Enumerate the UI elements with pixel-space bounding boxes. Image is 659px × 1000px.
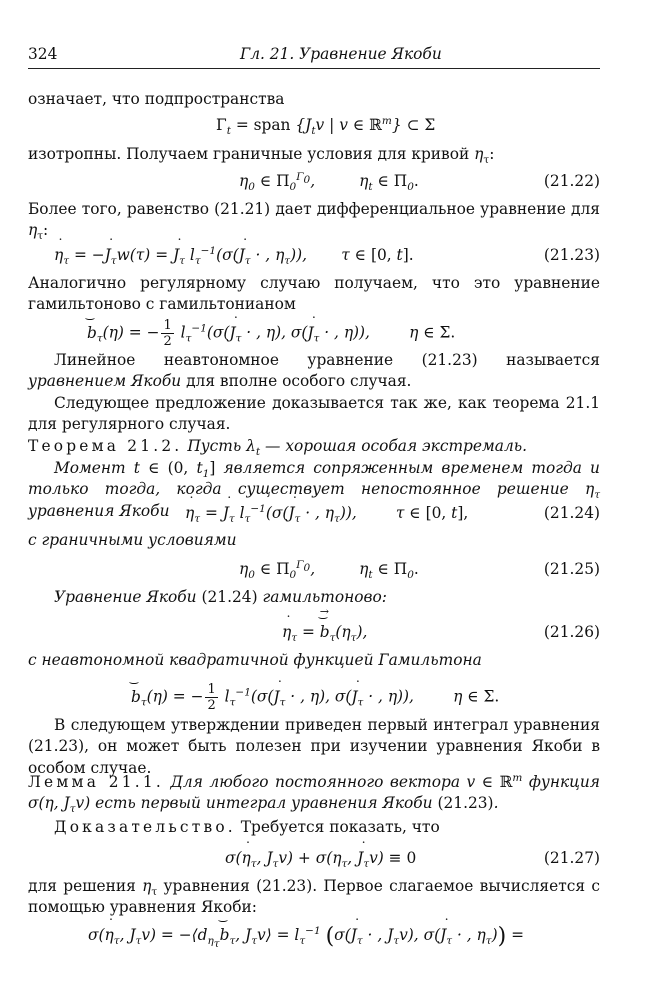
equation-number: (21.26) (543, 623, 600, 641)
header-rule (28, 68, 600, 69)
equation-number: (21.25) (543, 560, 600, 578)
paragraph: изотропны. Получаем граничные условия для кривой $\eta_\tau$: (28, 145, 495, 167)
equation-hamiltonian: ⌢ $b_\tau(\eta)$ = − $\frac{1}{2}$ $l_\tau^{-1}(\sigma(˙$ $J_\tau$ · , η), σ(˙ $J_\tau$ · , η)), η ∈ Σ. (131, 682, 499, 713)
equation-21-26: ˙ $\eta_\tau$ = → ⌢ $b_\tau(\eta_\tau)$, (282, 623, 367, 641)
theorem-text: Уравнение Якоби (21.24) гамильтоново: (54, 588, 387, 606)
theorem-text: с граничными условиями (28, 531, 237, 549)
page-number: 324 (28, 45, 58, 63)
equation-21-22: $\eta_0$ ∈ $\Pi_0^{\Gamma_0}$, $\eta_t$ ∈ $\Pi_0$. (239, 170, 419, 194)
theorem-heading: Теорема 21.2. Пусть $\lambda_t$ — хорошая особая экстремаль. (28, 437, 528, 459)
equation-number: (21.22) (543, 172, 600, 190)
equation-gamma: $\Gamma_t$ = span {$J_tv$ | v ∈ ℝ$^m$} ⊂ Σ (216, 114, 436, 138)
equation-21-23: ˙ $\eta_\tau$ = −˙ $J_\tau w(\tau)$ = ˙ $J_\tau$ $l_\tau^{-1}(\sigma(˙$ $J_\tau$ · , $\eta_\tau$)), τ ∈ [0, t]. (54, 246, 414, 264)
paragraph: В следующем утверждении приведен первый интеграл уравнения (21.23), он может быть полезен при изучении уравнения Якоби в особом случае. (28, 716, 600, 777)
lemma: Лемма 21.1. Для любого постоянного вектора v ∈ ℝ$^m$ функция σ(η, $J_\tau v$) есть первый интеграл уравнения Якоби (21.23). (28, 771, 600, 816)
proof-heading: Доказательство. Требуется показать, что (54, 818, 440, 836)
paragraph: означает, что подпространства (28, 90, 285, 108)
equation-21-24: ˙ $\eta_\tau$ = ˙ $J_\tau$ $l_\tau^{-1}(\sigma(˙$ $J_\tau$ · , $\eta_\tau$)), τ ∈ [0, t], (185, 504, 468, 522)
equation-21-25: $\eta_0$ ∈ $\Pi_0^{\Gamma_0}$, $\eta_t$ ∈ $\Pi_0$. (239, 558, 419, 582)
paragraph: Следующее предложение доказывается так же, как теорема 21.1 для регулярного случая. (28, 394, 600, 434)
equation-number: (21.23) (543, 246, 600, 264)
theorem-text: Момент t ∈ (0, $t_1$] является сопряженным временем тогда и только тогда, когда существует непостоянное решение $\eta_\tau$ уравнения Якоби (28, 459, 600, 520)
paragraph: Аналогично регулярному случаю получаем, что это уравнение гамильтоново с гамильтонианом (28, 274, 600, 314)
paragraph: Более того, равенство (21.21) дает дифференциальное уравнение для $\eta_\tau$: (28, 200, 600, 243)
equation-number: (21.24) (543, 504, 600, 522)
equation-number: (21.27) (543, 849, 600, 867)
paragraph: Линейное неавтономное уравнение (21.23) называется уравнением Якоби для вполне особого случая. (28, 351, 600, 391)
equation-21-27: σ(˙ $\eta_\tau$, $J_\tau v) + \sigma(\eta_\tau$, ˙ $J_\tau v) \equiv 0$ (225, 849, 416, 867)
paragraph: для решения $\eta_\tau$ уравнения (21.23). Первое слагаемое вычисляется с помощью уравнения Якоби: (28, 877, 600, 917)
equation-final: σ(˙ $\eta_\tau$, $J_\tau v$) = $-⟨d_{\eta_\tau}⌢$ $b_\tau$, $J_\tau v⟩ = l_\tau^{-1}$ (σ(˙ $J_\tau$ · , $J_\tau v$), σ(˙ $J_\tau$ · , $\eta_\tau$)) = (88, 924, 524, 949)
equation-hamiltonian: ⌢ $b_\tau(\eta)$ = − $\frac{1}{2}$ $l_\tau^{-1}(\sigma(˙$ $J_\tau$ · , η), σ(˙ $J_\tau$ · , η)), η ∈ Σ. (87, 318, 455, 349)
theorem-text: с неавтономной квадратичной функцией Гамильтона (28, 651, 482, 669)
running-title: Гл. 21. Уравнение Якоби (240, 45, 442, 63)
